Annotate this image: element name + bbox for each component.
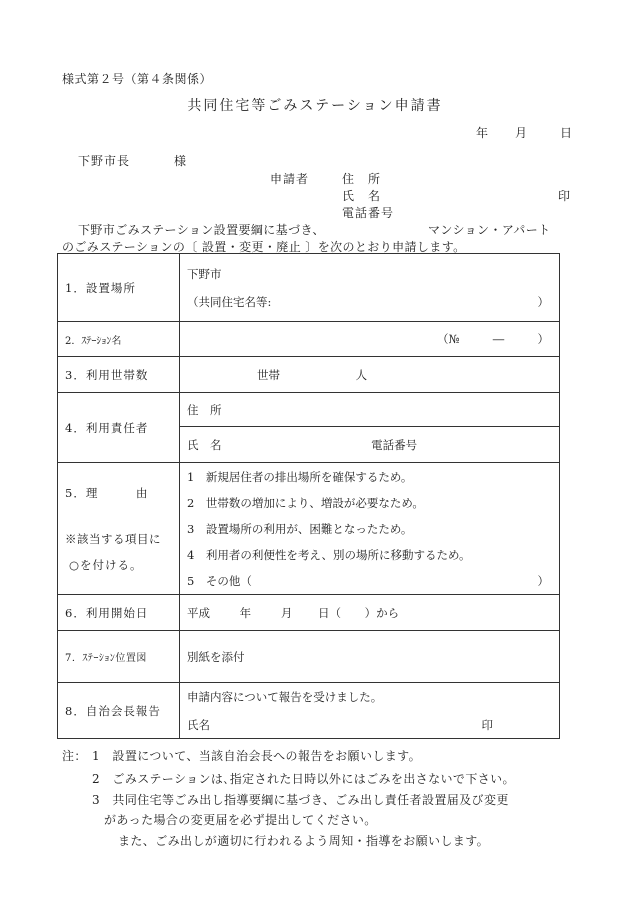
label-station: [58, 322, 180, 357]
applicant-phone-label: 電話番号: [342, 206, 395, 220]
map-value: 別紙を添付: [187, 649, 245, 664]
intro-line1b: マンション・アパート: [428, 223, 551, 237]
cell-station[interactable]: [180, 322, 560, 357]
start-paren-close: ）から: [364, 605, 400, 620]
cell-reason: [180, 463, 560, 595]
row-map: [58, 631, 560, 683]
label-manager: 4．利用責任者: [58, 393, 180, 463]
applicant-name-label: 氏 名: [342, 189, 382, 203]
note-3b: があった場合の変更届を必ず提出してください。: [104, 813, 377, 827]
label-map: [58, 631, 180, 683]
location-name-close: ）: [537, 294, 549, 309]
label-location: 1．設置場所: [58, 254, 180, 322]
application-table: [57, 253, 560, 739]
manager-name-label: 氏 名: [187, 437, 222, 452]
page-title: 共同住宅等ごみステーション申請書: [187, 98, 443, 114]
location-city: 下野市: [187, 266, 222, 281]
reason-option-2[interactable]: [187, 490, 559, 516]
row-reason: [58, 463, 560, 595]
reason-option-3[interactable]: [187, 516, 559, 542]
reason-option-5-text: 5 その他（: [187, 573, 252, 588]
note-1: 1 設置について、当該自治会長への報告をお願いします。: [92, 749, 421, 763]
location-name-open: （共同住宅名等:: [187, 294, 272, 309]
date-month-label: 月: [515, 126, 528, 140]
date-day-label: 日: [560, 126, 573, 140]
row-manager-address: [58, 393, 560, 427]
notes-prefix: 注：: [62, 749, 87, 763]
cell-location[interactable]: [180, 254, 560, 322]
label-reason: [58, 463, 180, 595]
reason-option-1[interactable]: [187, 464, 559, 490]
row-location: [58, 254, 560, 322]
cell-manager-address[interactable]: [180, 393, 560, 427]
date-year-label: 年: [476, 126, 489, 140]
row-households: [58, 357, 560, 393]
addressee-suffix: 様: [174, 154, 188, 168]
manager-address-label: 住 所: [187, 402, 222, 417]
report-line1: 申請内容について報告を受けました。: [187, 689, 383, 704]
applicant-address-label: 住 所: [342, 172, 382, 186]
persons-unit: 人: [355, 367, 368, 382]
reason-option-3-text: 3 設置場所の利用が、困難となったため。: [187, 521, 413, 536]
reason-option-2-text: 2 世帯数の増加により、増設が必要なため。: [187, 495, 424, 510]
reason-option-4-text: 4 利用者の利便性を考え、別の場所に移動するため。: [187, 547, 471, 562]
reason-option-5[interactable]: [187, 568, 559, 594]
start-era: 平成: [187, 605, 210, 620]
report-name-label: 氏名: [187, 717, 210, 732]
note-3a: 3 共同住宅等ごみ出し指導要綱に基づき、ごみ出し責任者設置届及び変更: [92, 793, 509, 807]
label-reason-text: 5．理 由: [65, 485, 149, 500]
label-report: 8．自治会長報告: [58, 683, 180, 739]
form-number: 様式第２号（第４条関係）: [62, 72, 213, 86]
row-station: [58, 322, 560, 357]
note-2: 2 ごみステーションは､指定された日時以外にはごみを出さないで下さい。: [92, 772, 515, 786]
report-seal: 印: [481, 717, 493, 732]
cell-report[interactable]: [180, 683, 560, 739]
reason-other-close: ）: [537, 573, 549, 588]
station-close: ）: [537, 332, 549, 346]
applicant-seal: 印: [558, 189, 572, 203]
start-year: 年: [239, 605, 252, 620]
cell-map[interactable]: [180, 631, 560, 683]
cell-start-date[interactable]: [180, 595, 560, 631]
intro-line2: のごみステーションの〔 設置・変更・廃止 〕を次のとおり申請します。: [62, 240, 466, 254]
label-households: 3．利用世帯数: [58, 357, 180, 393]
label-start-date: 6．利用開始日: [58, 595, 180, 631]
reason-option-1-text: 1 新規居住者の排出場所を確保するため。: [187, 469, 413, 484]
note-3c: また、ごみ出しが適切に行われるよう周知・指導をお願いします。: [118, 834, 490, 848]
row-start-date: [58, 595, 560, 631]
label-map-text: 7．ｽﾃｰｼｮﾝ位置図: [65, 653, 147, 664]
reason-note2: ○を付ける。: [69, 557, 143, 572]
station-dash: ―: [492, 332, 505, 346]
start-month: 月: [280, 605, 293, 620]
reason-note1: ※該当する項目に: [65, 531, 161, 546]
intro-line1a: 下野市ごみステーション設置要綱に基づき、: [78, 223, 325, 237]
addressee: 下野市長: [78, 154, 131, 168]
station-no-open: （№: [437, 332, 460, 346]
households-unit: 世帯: [257, 367, 280, 382]
applicant-label: 申請者: [270, 172, 310, 186]
start-day: 日（: [317, 605, 341, 620]
reason-option-4[interactable]: [187, 542, 559, 568]
row-report: [58, 683, 560, 739]
manager-phone-label: 電話番号: [371, 437, 418, 452]
cell-households[interactable]: [180, 357, 560, 393]
label-station-text: 2．ｽﾃｰｼｮﾝ名: [65, 335, 122, 347]
cell-manager-name[interactable]: [180, 427, 560, 463]
